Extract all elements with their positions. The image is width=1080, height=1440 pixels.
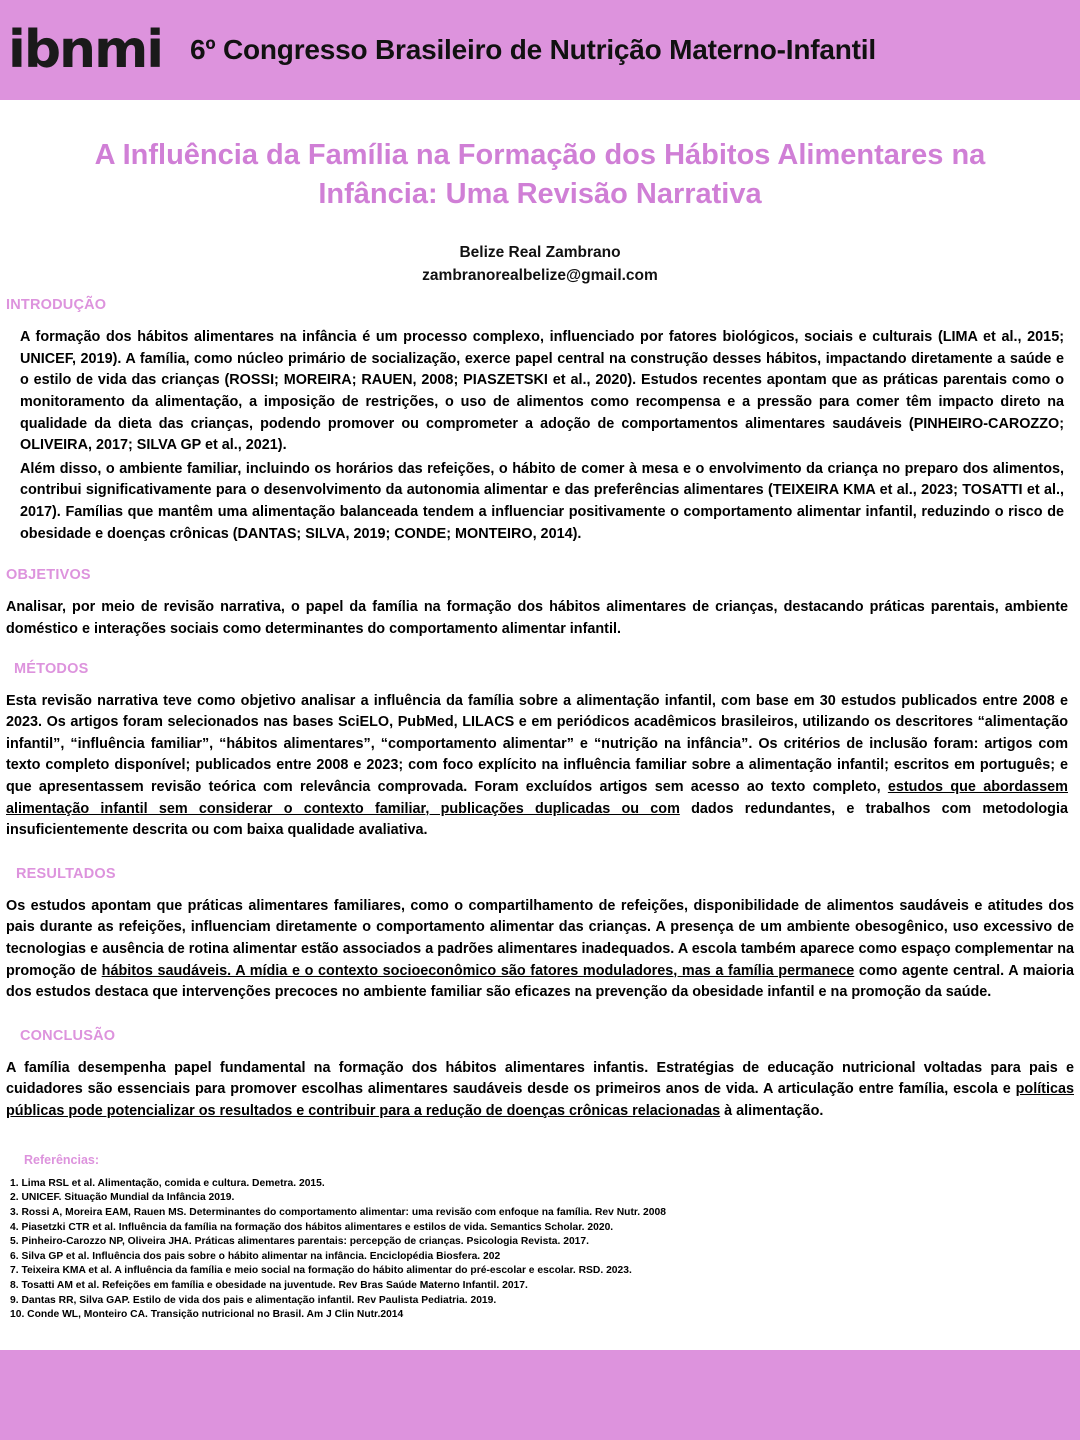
- author-block: [0, 242, 1080, 287]
- list-item: 8. Tosatti AM et al. Refeições em família e obesidade na juventude. Rev Bras Saúde Materno Infantil. 2017.: [10, 1279, 528, 1291]
- section-heading-objetivos: OBJETIVOS: [6, 567, 91, 584]
- conclusao-paragraph: [6, 1058, 1074, 1123]
- metodos-text-b: dados redundantes, e trabalhos com metodologia insuficientemente descrita ou com baixa qualidade avaliativa.: [6, 800, 1068, 839]
- list-item: 9. Dantas RR, Silva GAP. Estilo de vida dos pais e alimentação infantil. Rev Paulista Pediatria. 2019.: [10, 1294, 497, 1306]
- references-list: [10, 1177, 1074, 1323]
- poster-footer-bar: [0, 1350, 1080, 1440]
- resultados-paragraph: [6, 896, 1074, 1004]
- list-item: 10. Conde WL, Monteiro CA. Transição nutricional no Brasil. Am J Clin Nutr.2014: [10, 1309, 404, 1321]
- list-item: 5. Pinheiro-Carozzo NP, Oliveira JHA. Práticas alimentares parentais: percepção de crianças. Psicologia Revista. 2017.: [10, 1236, 589, 1248]
- poster-title: A Influência da Família na Formação dos Hábitos Alimentares na Infância: Uma Revisão Narrativa: [94, 139, 986, 211]
- introducao-paragraph-1: A formação dos hábitos alimentares na infância é um processo complexo, influenciado por fatores biológicos, sociais e culturais (LIMA et al., 2015; UNICEF, 2019). A família, como núcleo primário de socialização, exerce papel central na construção desses hábitos, impactando diretamente a saúde e o estilo de vida das crianças (ROSSI; MOREIRA; RAUEN, 2008; PIASZETSKI et al., 2020). Estudos recentes apontam que as práticas parentais como o monitoramento da alimentação, a imposição de restrições, o uso de alimentos como recompensa e a pressão para comer têm impacto direto na qualidade da dieta das crianças, podendo promover ou comprometer a adoção de comportamentos alimentares saudáveis (PINHEIRO-CAROZZO; OLIVEIRA, 2017; SILVA GP et al., 2021).: [20, 329, 1064, 454]
- conclusao-text-underlined: políticas públicas pode potencializar os resultados e contribuir para a redução de doenças crônicas relacionadas: [6, 1081, 1074, 1120]
- section-heading-referencias: Referências:: [24, 1152, 100, 1167]
- resultados-text-underlined: hábitos saudáveis. A mídia e o contexto socioeconômico são fatores moduladores, mas a família permanece: [101, 962, 855, 979]
- poster-header: [0, 0, 1080, 100]
- section-heading-resultados: RESULTADOS: [16, 865, 116, 882]
- list-item: 2. UNICEF. Situação Mundial da Infância 2019.: [10, 1192, 235, 1204]
- section-heading-metodos: MÉTODOS: [14, 660, 89, 677]
- introducao-paragraph-2: Além disso, o ambiente familiar, incluindo os horários das refeições, o hábito de comer à mesa e o envolvimento da criança no preparo dos alimentos, contribui significativamente para o desenvolvimento da autonomia alimentar e das preferências alimentares (TEIXEIRA KMA et al., 2023; TOSATTI et al., 2017). Famílias que mantêm uma alimentação balanceada tendem a influenciar positivamente o comportamento alimentar infantil, reduzindo o risco de obesidade e doenças crônicas (DANTAS; SILVA, 2019; CONDE; MONTEIRO, 2014).: [20, 460, 1064, 542]
- resultados-text-a: Os estudos apontam que práticas alimentares familiares, como o compartilhamento de refeições, disponibilidade de alimentos saudáveis e atitudes dos pais durante as refeições, influenciam diretamente o comportamento alimentar das crianças. A presença de um ambiente obesogênico, uso excessivo de tecnologias e ausência de rotina alimentar estão associados a padrões alimentares inadequados. A escola também aparece como espaço complementar na promoção de: [6, 897, 1074, 979]
- metodos-text-underlined: estudos que abordassem alimentação infantil sem considerar o contexto familiar, publicações duplicadas ou com: [6, 778, 1068, 817]
- list-item: 4. Piasetzki CTR et al. Influência da família na formação dos hábitos alimentares e estilos de vida. Semantics Scholar. 2020.: [10, 1221, 614, 1233]
- metodos-text-a: Esta revisão narrativa teve como objetivo analisar a influência da família sobre a alimentação infantil, com base em 30 estudos publicados entre 2008 e 2023. Os artigos foram selecionados nas bases SciELO, PubMed, LILACS e em periódicos acadêmicos brasileiros, utilizando os descritores “alimentação infantil”, “influência familiar”, “hábitos alimentares”, “comportamento alimentar” e “nutrição na infância”. Os critérios de inclusão foram: artigos com texto completo disponível; publicados entre 2008 e 2023; com foco explícito na influência familiar sobre a alimentação infantil; escritos em português; e que apresentassem revisão teórica com relevância comprovada. Foram excluídos artigos sem acesso ao texto completo,: [6, 692, 1068, 795]
- section-heading-conclusao: CONCLUSÃO: [20, 1027, 116, 1044]
- author-name: Belize Real Zambrano: [459, 244, 621, 262]
- resultados-text-b: como agente central. A maioria dos estudos destaca que intervenções precoces no ambiente familiar são eficazes na prevenção da obesidade infantil e na promoção da saúde.: [6, 962, 1074, 1001]
- ibnmi-logo: ibnmi: [8, 20, 163, 80]
- list-item: 6. Silva GP et al. Influência dos pais sobre o hábito alimentar na infância. Enciclopédia Biosfera. 202: [10, 1250, 501, 1262]
- poster-body: [0, 297, 1080, 1323]
- title-block: [0, 100, 1080, 214]
- list-item: 3. Rossi A, Moreira EAM, Rauen MS. Determinantes do comportamento alimentar: uma revisão com enfoque na família. Rev Nutr. 2008: [10, 1206, 666, 1218]
- list-item: 7. Teixeira KMA et al. A influência da família e meio social na formação do hábito alimentar do pré-escolar e escolar. RSD. 2023.: [10, 1265, 632, 1277]
- author-email: zambranorealbelize@gmail.com: [422, 266, 658, 284]
- objetivos-paragraph: Analisar, por meio de revisão narrativa, o papel da família na formação dos hábitos alimentares de crianças, destacando práticas parentais, ambiente doméstico e interações sociais como determinantes do comportamento alimentar infantil.: [6, 599, 1068, 637]
- conclusao-text-a: A família desempenha papel fundamental na formação dos hábitos alimentares infantis. Estratégias de educação nutricional voltadas para pais e cuidadores são essenciais para promover escolhas alimentares saudáveis desde os primeiros anos de vida. A articulação entre família, escola e: [6, 1059, 1074, 1098]
- metodos-paragraph: [6, 691, 1074, 842]
- section-heading-introducao: INTRODUÇÃO: [6, 297, 107, 314]
- congress-title: 6º Congresso Brasileiro de Nutrição Materno-Infantil: [190, 34, 876, 65]
- list-item: 1. Lima RSL et al. Alimentação, comida e cultura. Demetra. 2015.: [10, 1177, 325, 1189]
- conclusao-text-b: à alimentação.: [720, 1103, 824, 1120]
